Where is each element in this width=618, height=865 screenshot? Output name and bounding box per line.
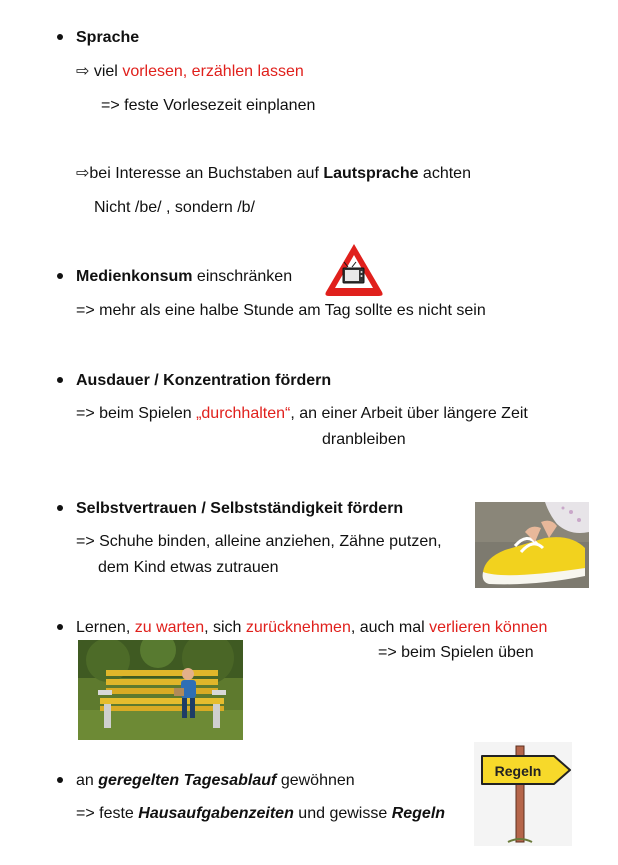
ausdauer-line-1: => beim Spielen „durchhalten“, an einer Arbeit über längere Zeit xyxy=(76,405,528,422)
sprache-line-3: ⇨bei Interesse an Buchstaben auf Lautsprache achten xyxy=(76,165,471,182)
bullet xyxy=(57,377,63,383)
bench-photo xyxy=(78,640,243,740)
bullet xyxy=(57,624,63,630)
heading-medienkonsum: Medienkonsum einschränken xyxy=(76,268,293,285)
tagesablauf-line-2: => feste Hausaufgabenzeiten und gewisse Regeln xyxy=(76,805,446,822)
medien-line-1: => mehr als eine halbe Stunde am Tag sollte es nicht sein xyxy=(76,302,486,319)
heading-sprache: Sprache xyxy=(76,29,140,46)
ausdauer-line-2: dranbleiben xyxy=(322,431,406,448)
selbst-line-1: => Schuhe binden, alleine anziehen, Zähne putzen, xyxy=(76,533,442,550)
tagesablauf-line-1: an geregelten Tagesablauf gewöhnen xyxy=(76,772,355,789)
regeln-signpost xyxy=(474,742,572,846)
bullet xyxy=(57,273,63,279)
bullet xyxy=(57,34,63,40)
lernen-line-1: Lernen, zu warten, sich zurücknehmen, auch mal verlieren können xyxy=(76,619,548,636)
lernen-line-2: => beim Spielen üben xyxy=(378,644,534,661)
heading-selbstvertrauen: Selbstvertrauen / Selbstständigkeit fördern xyxy=(76,500,404,517)
bullet xyxy=(57,777,63,783)
regeln-sign-label: Regeln xyxy=(494,763,542,779)
tv-warning-sign-icon xyxy=(322,240,386,298)
sprache-line-1: ⇨ viel vorlesen, erzählen lassen xyxy=(76,63,304,80)
sprache-line-4: Nicht /be/ , sondern /b/ xyxy=(94,199,255,216)
sprache-line-2: => feste Vorlesezeit einplanen xyxy=(101,97,316,114)
shoe-photo xyxy=(475,502,589,588)
arrow-right-icon: ⇨ xyxy=(76,63,90,80)
arrow-right-icon: ⇨ xyxy=(76,165,90,182)
heading-ausdauer: Ausdauer / Konzentration fördern xyxy=(76,372,332,389)
selbst-line-2: dem Kind etwas zutrauen xyxy=(98,559,279,576)
bullet xyxy=(57,505,63,511)
